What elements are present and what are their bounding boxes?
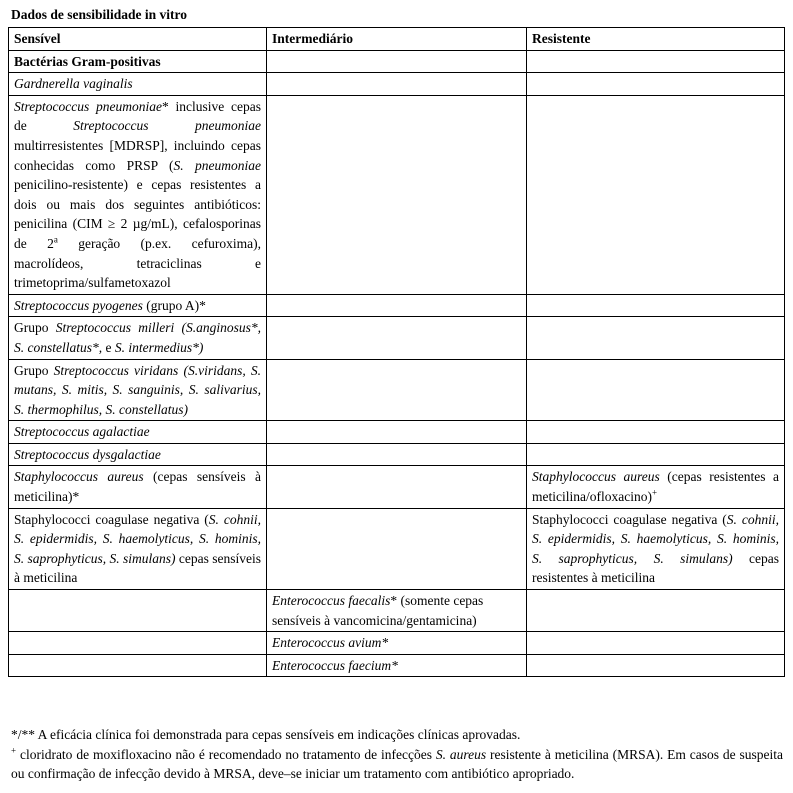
cell-intermediate: Enterococcus avium* xyxy=(267,632,527,655)
section-gram-positive: Bactérias Gram-positivas xyxy=(9,50,267,73)
header-row xyxy=(9,28,785,51)
table-row xyxy=(9,508,785,589)
table-row xyxy=(9,95,785,294)
cell-sensitive: Gardnerella vaginalis xyxy=(9,73,267,96)
cell-resistant: Staphylococci coagulase negativa (S. cohnii, S. epidermidis, S. haemolyticus, S. hominis, S. saprophyticus, S. simulans) cepas resistentes à meticilina xyxy=(527,508,785,589)
footnotes xyxy=(11,725,783,784)
table-row xyxy=(9,421,785,444)
footnote-mrsa: + cloridrato de moxifloxacino não é recomendado no tratamento de infecções S. aureus resistente à meticilina (MRSA). Em casos de suspeita ou confirmação de infecção devido à MRSA, deve–se iniciar um tratamento com antibiótico apropriado. xyxy=(11,745,784,781)
cell-sensitive: Grupo Streptococcus viridans (S.viridans, S. mutans, S. mitis, S. sanguinis, S. salivarius, S. thermophilus, S. constellatus) xyxy=(9,359,267,421)
table-row xyxy=(9,443,785,466)
cell-sensitive: Staphylococcus aureus (cepas sensíveis à meticilina)* xyxy=(9,466,267,508)
cell-intermediate: Enterococcus faecium* xyxy=(267,654,527,677)
cell-intermediate: Enterococcus faecalis* (somente cepas sensíveis à vancomicina/gentamicina) xyxy=(267,590,527,632)
footnote-efficacy: */** A eficácia clínica foi demonstrada para cepas sensíveis em indicações clínicas aprovadas. xyxy=(11,727,521,742)
table-row xyxy=(9,632,785,655)
header-resistant: Resistente xyxy=(527,28,785,51)
cell-sensitive: Streptococcus agalactiae xyxy=(9,421,267,444)
cell-sensitive: Grupo Streptococcus milleri (S.anginosus*, S. constellatus*, e S. intermedius*) xyxy=(9,317,267,359)
table-row xyxy=(9,50,785,73)
cell-resistant: Staphylococcus aureus (cepas resistentes a meticilina/ofloxacino)+ xyxy=(527,466,785,508)
header-sensitive: Sensível xyxy=(9,28,267,51)
cell-sensitive: Streptococcus pyogenes (grupo A)* xyxy=(9,294,267,317)
table-row xyxy=(9,590,785,632)
sensitivity-table xyxy=(8,27,785,677)
cell-sensitive: Staphylococci coagulase negativa (S. cohnii, S. epidermidis, S. haemolyticus, S. hominis, S. saprophyticus, S. simulans) cepas sensíveis à meticilina xyxy=(9,508,267,589)
table-row xyxy=(9,654,785,677)
header-intermediate: Intermediário xyxy=(267,28,527,51)
document-title: Dados de sensibilidade in vitro xyxy=(11,7,188,22)
cell-sensitive: Streptococcus pneumoniae* inclusive cepas de Streptococcus pneumoniae multirresistentes [MDRSP], incluindo cepas conhecidas como PRSP (S. pneumoniae penicilino-resistente) e cepas resistentes a dois ou mais dos seguintes antibióticos: penicilina (CIM ≥ 2 µg/mL), cefalosporinas de 2$^a$ geração (p.ex. cefuroxima), macrolídeos, tetraciclinas e trimetoprima/sulfametoxazol xyxy=(9,95,267,294)
table-row xyxy=(9,466,785,508)
table-row xyxy=(9,359,785,421)
table-row xyxy=(9,73,785,96)
cell-sensitive: Streptococcus dysgalactiae xyxy=(9,443,267,466)
table-row xyxy=(9,317,785,359)
table-row xyxy=(9,294,785,317)
